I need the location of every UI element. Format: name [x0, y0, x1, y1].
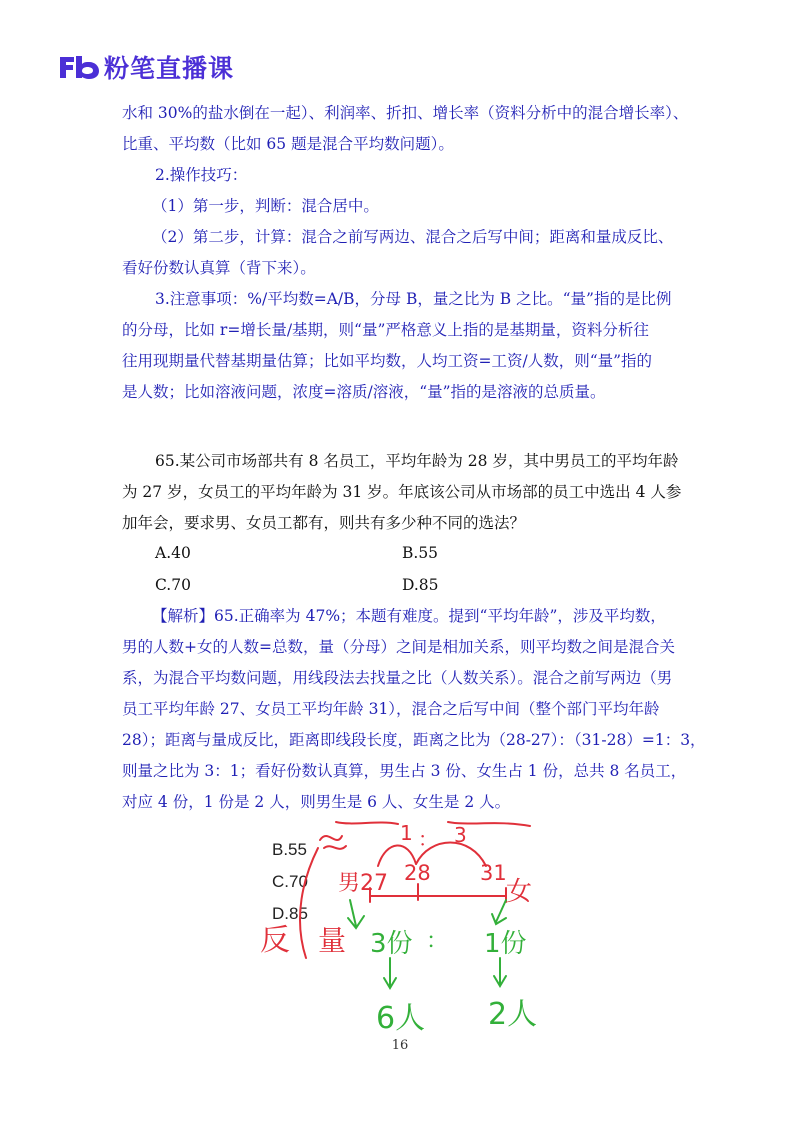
analysis-line-3: 系，为混合平均数问题，用线段法去找量之比（人数关系）。混合之前写两边（男 — [122, 669, 673, 687]
analysis-line-7: 对应 4 份，1 份是 2 人，则男生是 6 人、女生是 2 人。 — [122, 793, 511, 811]
analysis — [122, 601, 706, 818]
notes-line-2: 比重、平均数（比如 65 题是混合平均数问题）。 — [122, 135, 454, 153]
value-31: 31 — [480, 861, 507, 885]
analysis-text-1: 65.正确率为 47%；本题有难度。提到“平均年龄”，涉及平均数， — [214, 607, 666, 625]
page-number: 16 — [391, 1038, 409, 1053]
female-down-arrow — [494, 958, 506, 986]
female-people: 2人 — [488, 997, 538, 1032]
male-arrow — [348, 900, 364, 928]
step-1: （1）第一步，判断：混合居中。 — [152, 197, 379, 215]
ratio-1: 1 — [400, 821, 413, 845]
step-2-a: （2）第二步，计算：混合之前写两边、混合之后写中间；距离和量成反比、 — [152, 228, 674, 246]
squiggle — [320, 836, 346, 849]
value-28: 28 — [404, 861, 431, 885]
method-notes — [122, 98, 689, 408]
analysis-line-2: 男的人数+女的人数=总数，量（分母）之间是相加关系，则平均数之间是混合关 — [122, 638, 675, 656]
figure-option-c: C.70 — [272, 872, 308, 891]
option-c[interactable]: C.70 — [155, 576, 191, 594]
male-27: 男27 — [338, 871, 388, 896]
analysis-line-4: 员工平均年龄 27、女员工平均年龄 31），混合之后写中间（整个部门平均年龄 — [122, 700, 660, 718]
header — [58, 50, 234, 84]
female-parts: 1份 — [484, 929, 527, 959]
question-line-3: 加年会，要求男、女员工都有，则共有多少种不同的选法？ — [122, 514, 526, 532]
option-b[interactable]: B.55 — [402, 544, 439, 562]
fb-logo-icon — [58, 53, 102, 81]
caution-3: 往用现期量代替基期量估算；比如平均数，人均工资=工资/人数，则“量”指的 — [122, 352, 653, 370]
quantity-label: 量 — [318, 924, 347, 957]
caution-4: 是人数；比如溶液问题，浓度=溶质/溶液，“量”指的是溶液的总质量。 — [122, 383, 606, 401]
handwritten-line-segment-figure — [258, 818, 558, 1048]
female-label: 女 — [506, 877, 533, 907]
inverse-label: 反 — [260, 923, 290, 958]
male-people: 6人 — [376, 1001, 426, 1036]
analysis-line-5: 28）；距离与量成反比，距离即线段长度，距离之比为（28-27）：（31-28）=1：3， — [122, 731, 706, 749]
option-d[interactable]: D.85 — [402, 576, 439, 594]
male-down-arrow — [384, 958, 396, 988]
question-65 — [122, 446, 682, 539]
segment-ticks — [370, 884, 506, 902]
question-line-1: 65.某公司市场部共有 8 名员工，平均年龄为 28 岁，其中男员工的平均年龄 — [155, 452, 679, 470]
male-parts: 3份 — [370, 929, 413, 959]
step-2-b: 看好份数认真算（背下来）。 — [122, 259, 316, 277]
brand-name: 粉笔直播课 — [104, 54, 235, 83]
parts-colon: ： — [426, 929, 449, 954]
analysis-line-1 — [122, 601, 682, 632]
question-line-2: 为 27 岁，女员工的平均年龄为 31 岁。年底该公司从市场部的员工中选出 4 人参 — [122, 483, 682, 501]
top-edge-strokes — [336, 822, 530, 826]
ratio-colon: ： — [418, 827, 438, 851]
notes-line-1: 水和 30%的盐水倒在一起）、利润率、折扣、增长率（资料分析中的混合增长率）、 — [122, 104, 689, 122]
caution-2: 的分母，比如 r=增长量/基期，则“量”严格意义上指的是基期量，资料分析往 — [122, 321, 649, 339]
figure-option-b: B.55 — [272, 840, 307, 859]
female-arrow — [492, 900, 506, 924]
analysis-line-6: 则量之比为 3：1；看好份数认真算，男生占 3 份、女生占 1 份，总共 8 名员工， — [122, 762, 687, 780]
tips-title: 2.操作技巧： — [155, 166, 248, 184]
option-a[interactable]: A.40 — [155, 544, 191, 562]
analysis-tag: 【解析】 — [152, 607, 215, 625]
caution-1: 3.注意事项：%/平均数=A/B，分母 B，量之比为 B 之比。“量”指的是比例 — [155, 290, 672, 308]
figure-option-d: D.85 — [272, 904, 308, 923]
inverse-arc — [300, 848, 318, 958]
ratio-3: 3 — [454, 823, 467, 847]
